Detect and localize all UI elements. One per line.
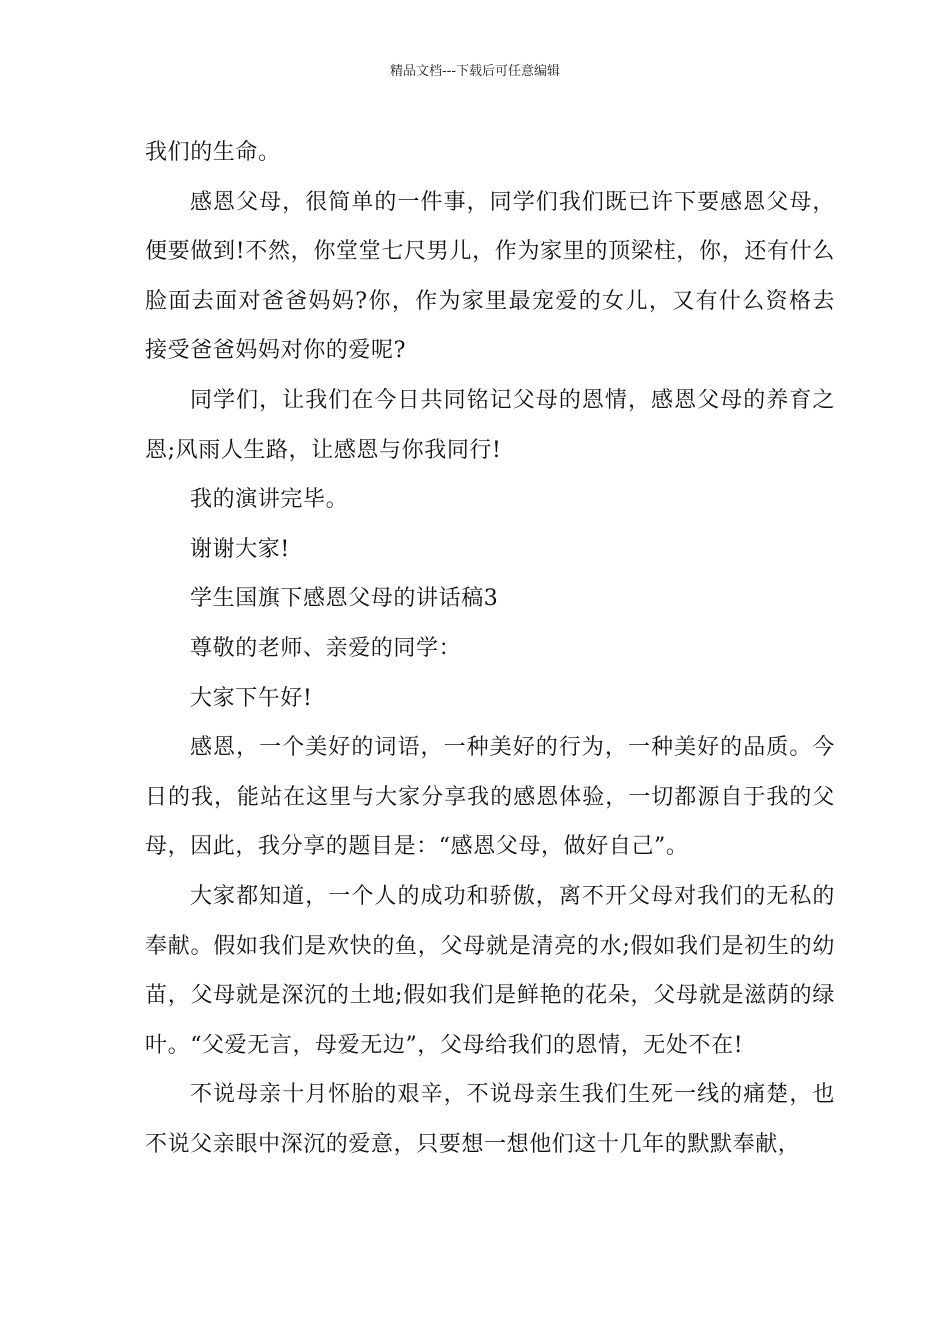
page-header: 精品文档---下载后可任意编辑 — [389, 64, 561, 79]
paragraph-11: 不说母亲十月怀胎的艰辛，不说母亲生我们生死一线的痛楚，也不说父亲眼中深沉的爱意，只要想一想他们这十几年的默默奉献， — [145, 1082, 835, 1157]
section-title: 学生国旗下感恩父母的讲话稿3 — [190, 586, 499, 612]
paragraph-3: 同学们，让我们在今日共同铭记父母的恩情，感恩父母的养育之恩;风雨人生路，让感恩与你我同行! — [145, 387, 835, 463]
document-body — [145, 128, 835, 1169]
paragraph-1: 我们的生命。 — [145, 140, 281, 165]
paragraph-4: 我的演讲完毕。 — [190, 487, 349, 513]
paragraph-5: 谢谢大家! — [190, 536, 290, 562]
paragraph-9: 感恩，一个美好的词语，一种美好的行为，一种美好的品质。今日的我，能站在这里与大家分享我的感恩体验，一切都源自于我的父母，因此，我分享的题目是：“感恩父母，做好自己”。 — [145, 735, 835, 860]
paragraph-10: 大家都知道，一个人的成功和骄傲，离不开父母对我们的无私的奉献。假如我们是欢快的鱼，父母就是清亮的水;假如我们是初生的幼苗，父母就是深沉的土地;假如我们是鲜艳的花朵，父母就是滋荫的绿叶。“父爱无言，母爱无边”，父母给我们的恩情，无处不在! — [145, 883, 835, 1058]
greeting: 大家下午好! — [190, 685, 313, 711]
paragraph-2: 感恩父母，很简单的一件事，同学们我们既已许下要感恩父母，便要做到!不然，你堂堂七尺男儿，作为家里的顶梁柱，你，还有什么脸面去面对爸爸妈妈?你，作为家里最宠爱的女儿，又有什么资格去接受爸爸妈妈对你的爱呢? — [145, 189, 835, 364]
salutation: 尊敬的老师、亲爱的同学： — [190, 635, 462, 661]
